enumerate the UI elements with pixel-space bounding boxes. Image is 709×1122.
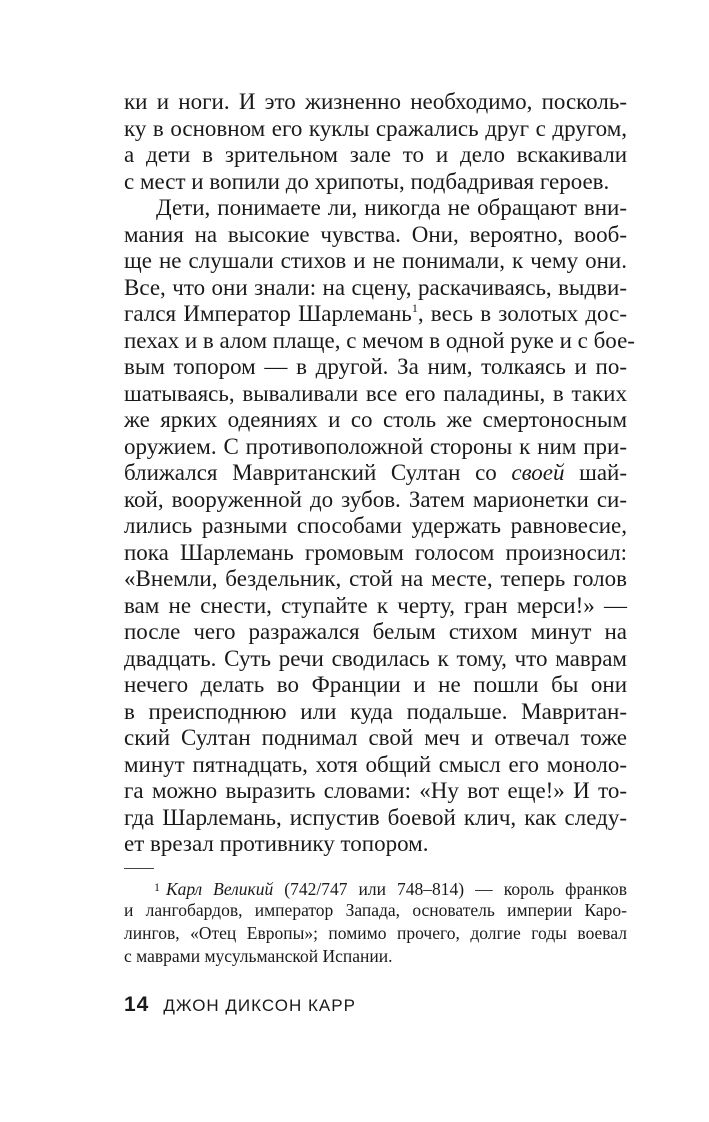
text-line: после чего разражался белым стихом минут на bbox=[124, 619, 627, 644]
page-number: 14 bbox=[124, 993, 150, 1016]
footnote-reference[interactable]: 1 bbox=[411, 301, 418, 315]
text-line: кой, вооруженной до зубов. Затем марионетки си- bbox=[124, 486, 627, 512]
text-line: а дети в зрительном зале то и дело вскакивали bbox=[124, 142, 627, 167]
text-line bbox=[124, 301, 627, 328]
text-line bbox=[124, 460, 627, 487]
running-title: ДЖОН ДИКСОН КАРР bbox=[163, 996, 356, 1015]
text-line: ки и ноги. И это жизненно необходимо, посколь- bbox=[124, 89, 627, 114]
footnote-term: Карл Великий bbox=[166, 879, 274, 899]
text-line: вым топором — в другой. За ним, толкаясь и по- bbox=[124, 354, 627, 379]
text-line: ский Султан поднимал свой меч и отвечал тоже bbox=[124, 725, 627, 750]
text-line: гда Шарлемань, испустив боевой клич, как следу- bbox=[124, 804, 627, 830]
text-segment: шай- bbox=[564, 460, 627, 485]
text-line: га можно выразить словами: «Ну вот еще!» И то- bbox=[124, 778, 627, 803]
text-line: «Внемли, бездельник, стой на месте, теперь голов bbox=[124, 566, 627, 591]
text-line: ку в основном его куклы сражались друг с другом, bbox=[124, 115, 627, 141]
text-line: с мест и вопили до хрипоты, подбадривая героев. bbox=[124, 168, 610, 194]
text-line: мания на высокие чувства. Они, вероятно, вооб- bbox=[124, 221, 627, 247]
text-line: пока Шарлемань громовым голосом произносил: bbox=[124, 539, 627, 565]
footnote-line bbox=[124, 876, 627, 899]
text-line: в преисподнюю или куда подальше. Мавритан- bbox=[124, 698, 627, 724]
text-line: пехах и в алом плаще, с мечом в одной руке и с бое- bbox=[124, 327, 635, 353]
text-line: вам не снести, ступайте к черту, гран мерси!» — bbox=[124, 592, 627, 618]
text-line: же ярких одеяниях и со столь же смертоносным bbox=[124, 407, 627, 432]
text-segment: , весь в золотых дос- bbox=[417, 301, 627, 326]
text-line: нечего делать во Франции и не пошли бы они bbox=[124, 672, 627, 697]
text-line: минут пятнадцать, хотя общий смысл его моноло- bbox=[124, 751, 627, 777]
main-text bbox=[124, 89, 635, 858]
footnote-line: и лангобардов, император Запада, основатель империи Каро- bbox=[124, 900, 627, 920]
footnote-block bbox=[124, 876, 627, 968]
text-line: ет врезал противнику топором. bbox=[124, 831, 429, 856]
footnote-number: 1 bbox=[154, 880, 160, 894]
text-line: лились разными способами удержать равновесие, bbox=[124, 513, 627, 538]
text-segment: ближался Мавританский Султан со bbox=[124, 460, 512, 485]
text-line: Все, что они знали: на сцену, раскачиваясь, выдви- bbox=[124, 274, 627, 300]
text-line: шатываясь, вываливали все его паладины, в таких bbox=[124, 380, 627, 406]
text-segment: гался Император Шарлемань bbox=[124, 301, 412, 326]
footnote-divider bbox=[124, 868, 154, 869]
running-footer bbox=[124, 993, 356, 1017]
text-line: ще не слушали стихов и не понимали, к чему они. bbox=[124, 248, 627, 273]
footnote-text: (742/747 или 748–814) — король франков bbox=[273, 879, 627, 899]
text-line: двадцать. Суть речи сводилась к тому, что маврам bbox=[124, 645, 627, 671]
text-line: Дети, понимаете ли, никогда не обращают вни- bbox=[156, 195, 627, 220]
footnote-line: с маврами мусульманской Испании. bbox=[124, 946, 393, 966]
text-line: оружием. С противоположной стороны к ним при- bbox=[124, 433, 627, 459]
footnote-line: лингов, «Отец Европы»; помимо прочего, долгие годы воевал bbox=[124, 923, 627, 943]
emphasis-text: своей bbox=[511, 460, 565, 485]
